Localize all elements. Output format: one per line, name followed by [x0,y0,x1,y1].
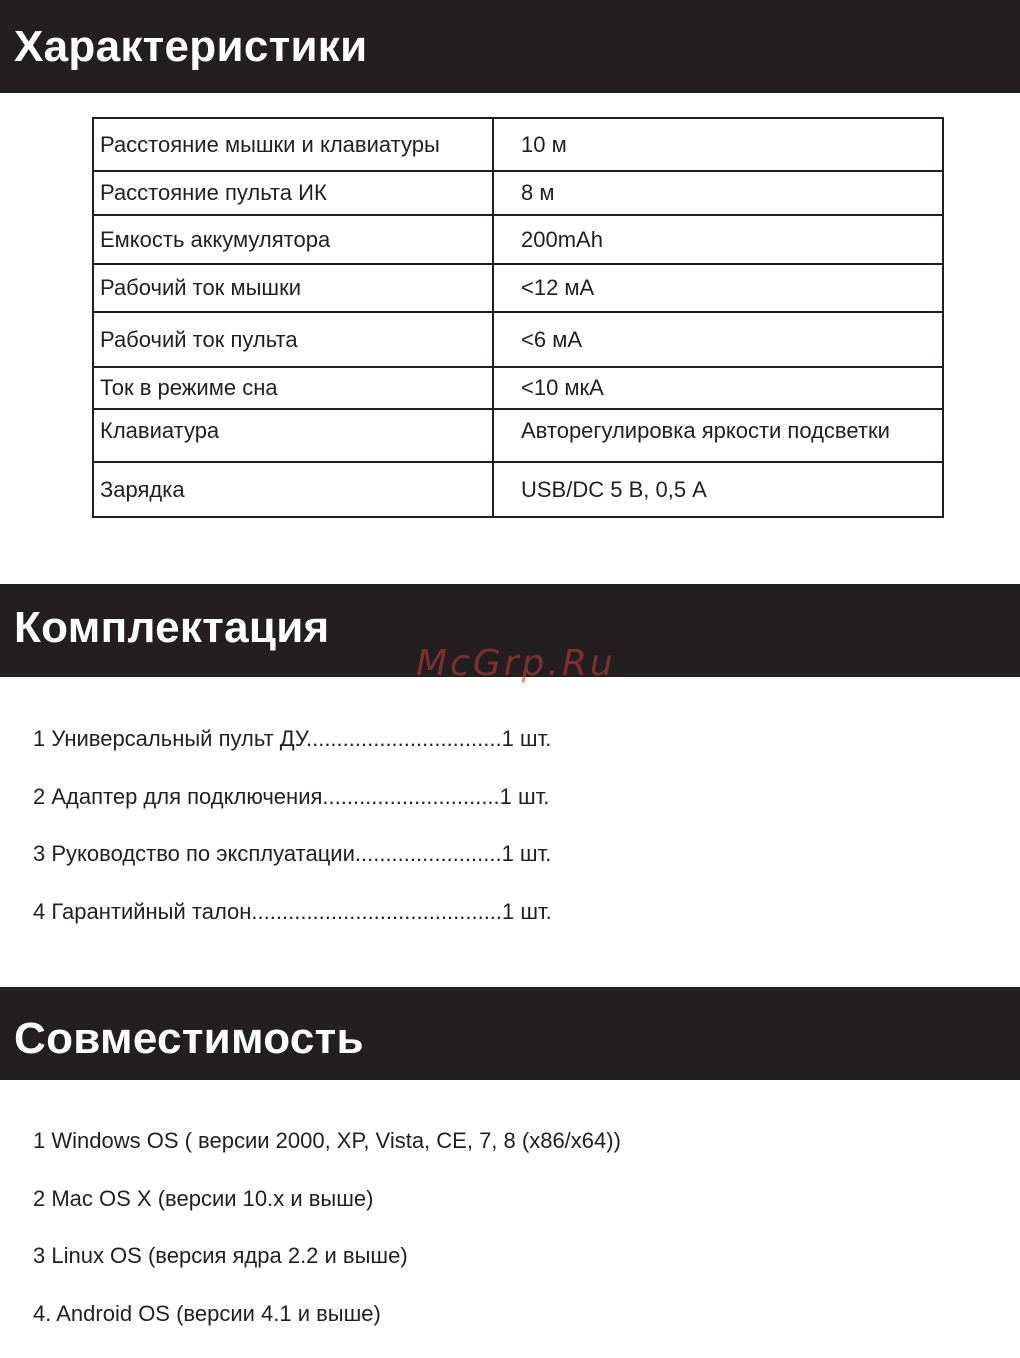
watermark: McGrp.Ru [416,643,616,684]
table-row [93,409,943,462]
compat-header-band [0,987,1020,1080]
list-item: 4 Гарантийный талон.........................................1 шт. [33,899,552,957]
spec-value: Авторегулировка яркости подсветки [493,409,943,462]
compat-title: Совместимость [14,1017,364,1061]
list-item: 3 Linux OS (версия ядра 2.2 и выше) [33,1243,621,1301]
specs-title: Характеристики [14,25,367,69]
spec-key: Рабочий ток пульта [93,312,493,367]
spec-key: Зарядка [93,462,493,517]
table-row [93,264,943,312]
spec-key: Расстояние пульта ИК [93,171,493,215]
spec-key: Рабочий ток мышки [93,264,493,312]
table-row [93,367,943,409]
list-item: 2 Mac OS X (версии 10.x и выше) [33,1186,621,1244]
specs-table [92,117,944,518]
table-row [93,312,943,367]
spec-key: Клавиатура [93,409,493,462]
spec-value: <6 мА [493,312,943,367]
kit-list [33,726,552,956]
spec-key: Расстояние мышки и клавиатуры [93,118,493,171]
spec-value: <12 мА [493,264,943,312]
kit-title: Комплектация [14,606,330,650]
spec-key: Ток в режиме сна [93,367,493,409]
table-row [93,171,943,215]
spec-value: 8 м [493,171,943,215]
spec-key: Емкость аккумулятора [93,215,493,264]
list-item: 2 Адаптер для подключения.............................1 шт. [33,784,552,842]
list-item: 3 Руководство по эксплуатации........................1 шт. [33,841,552,899]
table-row [93,462,943,517]
list-item: 1 Windows OS ( версии 2000, XP, Vista, CE, 7, 8 (x86/x64)) [33,1128,621,1186]
compat-list [33,1128,621,1358]
list-item: 4. Android OS (версии 4.1 и выше) [33,1301,621,1358]
list-item: 1 Универсальный пульт ДУ................................1 шт. [33,726,552,784]
spec-value: 200mAh [493,215,943,264]
spec-value: USB/DC 5 В, 0,5 А [493,462,943,517]
spec-value: 10 м [493,118,943,171]
table-row [93,215,943,264]
table-row [93,118,943,171]
spec-value: <10 мкА [493,367,943,409]
specs-header-band [0,0,1020,93]
